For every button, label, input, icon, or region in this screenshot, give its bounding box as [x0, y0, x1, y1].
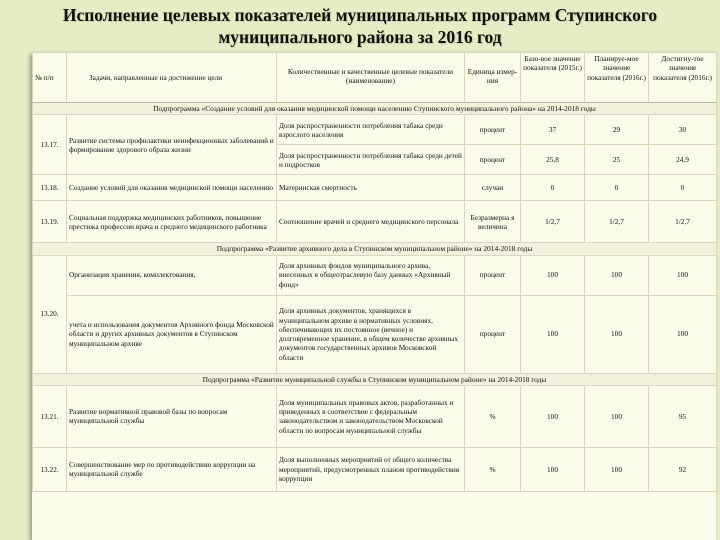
task-cell: Развитие системы профилактики неинфекционных заболеваний и формирование здорового образа жизни — [67, 115, 277, 175]
header-row — [33, 53, 717, 103]
row-number: 13.18. — [33, 175, 67, 201]
section-title: Подпрограмма «Создание условий для оказания медицинской помощи населению Ступинского муниципального района» на 2014-2018 годы — [33, 103, 717, 115]
section-title-row — [33, 243, 717, 255]
indicator-cell: Доля распространенности потребления табака среди детей и подростков — [277, 145, 465, 175]
header-base: Базо-вое значение показателя (2015г.) — [521, 53, 585, 103]
header-indicator: Количественные и качественные целевые показатели (наименование) — [277, 53, 465, 103]
indicator-cell: Доля архивных документов, хранящихся в муниципальном архиве в нормативных условиях, обеспечивающих их постоянное (вечное) и долговременное хранение, в общем количестве архивных документов государственных архивов Московской области — [277, 295, 465, 373]
fact-value: 30 — [649, 115, 717, 145]
row-number: 13.20. — [33, 255, 67, 373]
row-number: 13.17. — [33, 115, 67, 175]
task-cell: Социальная поддержка медицинских работников, повышение престижа профессии врача и среднего медицинского работника — [67, 201, 277, 243]
header-plan: Планируе-мое значение показателя (2016г.) — [585, 53, 649, 103]
task-cell: Создание условий для оказания медицинской помощи населению — [67, 175, 277, 201]
fact-value: 100 — [649, 295, 717, 373]
fact-value: 95 — [649, 385, 717, 447]
fact-value: 1/2,7 — [649, 201, 717, 243]
section-title: Подпрограмма «Развитие архивного дела в Ступинском муниципальном районе» на 2014-2018 годы — [33, 243, 717, 255]
section-title-row — [33, 103, 717, 115]
table-row — [33, 201, 717, 243]
header-fact: Достигну-тое значение показателя (2016г.) — [649, 53, 717, 103]
indicator-cell: Доля муниципальных правовых актов, разработанных и приведенных в соответствие с федеральным законодательством и законодательством Московской области по вопросам муниципальной службы — [277, 385, 465, 447]
row-number: 13.21. — [33, 385, 67, 447]
task-cell: Организация хранения, комплектования, — [67, 255, 277, 295]
base-value: 100 — [521, 447, 585, 491]
row-number: 13.19. — [33, 201, 67, 243]
indicator-cell: Материнская смертность — [277, 175, 465, 201]
section-title: Подпрограмма «Развитие муниципальной службы в Ступинском муниципальном районе» на 2014-2018 годы — [33, 373, 717, 385]
indicators-table-container — [32, 52, 716, 540]
table-row — [33, 175, 717, 201]
base-value: 0 — [521, 175, 585, 201]
base-value: 37 — [521, 115, 585, 145]
table-row — [33, 255, 717, 295]
unit-cell: процент — [465, 295, 521, 373]
unit-cell: процент — [465, 115, 521, 145]
plan-value: 29 — [585, 115, 649, 145]
table-row — [33, 447, 717, 491]
unit-cell: процент — [465, 255, 521, 295]
fact-value: 100 — [649, 255, 717, 295]
unit-cell: % — [465, 385, 521, 447]
fact-value: 0 — [649, 175, 717, 201]
plan-value: 100 — [585, 385, 649, 447]
plan-value: 100 — [585, 255, 649, 295]
header-unit: Единица измер-ния — [465, 53, 521, 103]
indicator-cell: Доля распространенности потребления табака среди взрослого населения — [277, 115, 465, 145]
indicator-cell: Доля архивных фондов муниципального архива, внесенных в общеотраслевую базу данных «Архивный фонд» — [277, 255, 465, 295]
unit-cell: % — [465, 447, 521, 491]
unit-cell: случаи — [465, 175, 521, 201]
plan-value: 25 — [585, 145, 649, 175]
table-row — [33, 295, 717, 373]
plan-value: 100 — [585, 295, 649, 373]
row-number: 13.22. — [33, 447, 67, 491]
base-value: 1/2,7 — [521, 201, 585, 243]
page-title: Исполнение целевых показателей муниципальных программ Ступинского муниципального района за 2016 год — [62, 5, 658, 47]
table-row — [33, 115, 717, 145]
indicator-cell: Соотношение врачей и среднего медицинского персонала — [277, 201, 465, 243]
base-value: 100 — [521, 385, 585, 447]
base-value: 100 — [521, 255, 585, 295]
unit-cell: Безразмерна я величина — [465, 201, 521, 243]
task-cell: Развитие нормативной правовой базы по вопросам муниципальной службы — [67, 385, 277, 447]
header-task: Задачи, направленные на достижение цели — [67, 53, 277, 103]
fact-value: 24,9 — [649, 145, 717, 175]
section-title-row — [33, 373, 717, 385]
unit-cell: процент — [465, 145, 521, 175]
plan-value: 100 — [585, 447, 649, 491]
indicator-cell: Доля выполненных мероприятий от общего количества мероприятий, предусмотренных планом противодействия коррупции — [277, 447, 465, 491]
task-cell: Совершенствование мер по противодействию коррупции на муниципальной службе — [67, 447, 277, 491]
plan-value: 0 — [585, 175, 649, 201]
indicators-table — [32, 52, 717, 492]
base-value: 25,8 — [521, 145, 585, 175]
table-row — [33, 385, 717, 447]
fact-value: 92 — [649, 447, 717, 491]
base-value: 100 — [521, 295, 585, 373]
task-cell: учета и использования документов Архивного фонда Московской области и других архивных документов в Ступинском муниципальном архиве — [67, 295, 277, 373]
plan-value: 1/2,7 — [585, 201, 649, 243]
header-num: № п/п — [33, 53, 67, 103]
